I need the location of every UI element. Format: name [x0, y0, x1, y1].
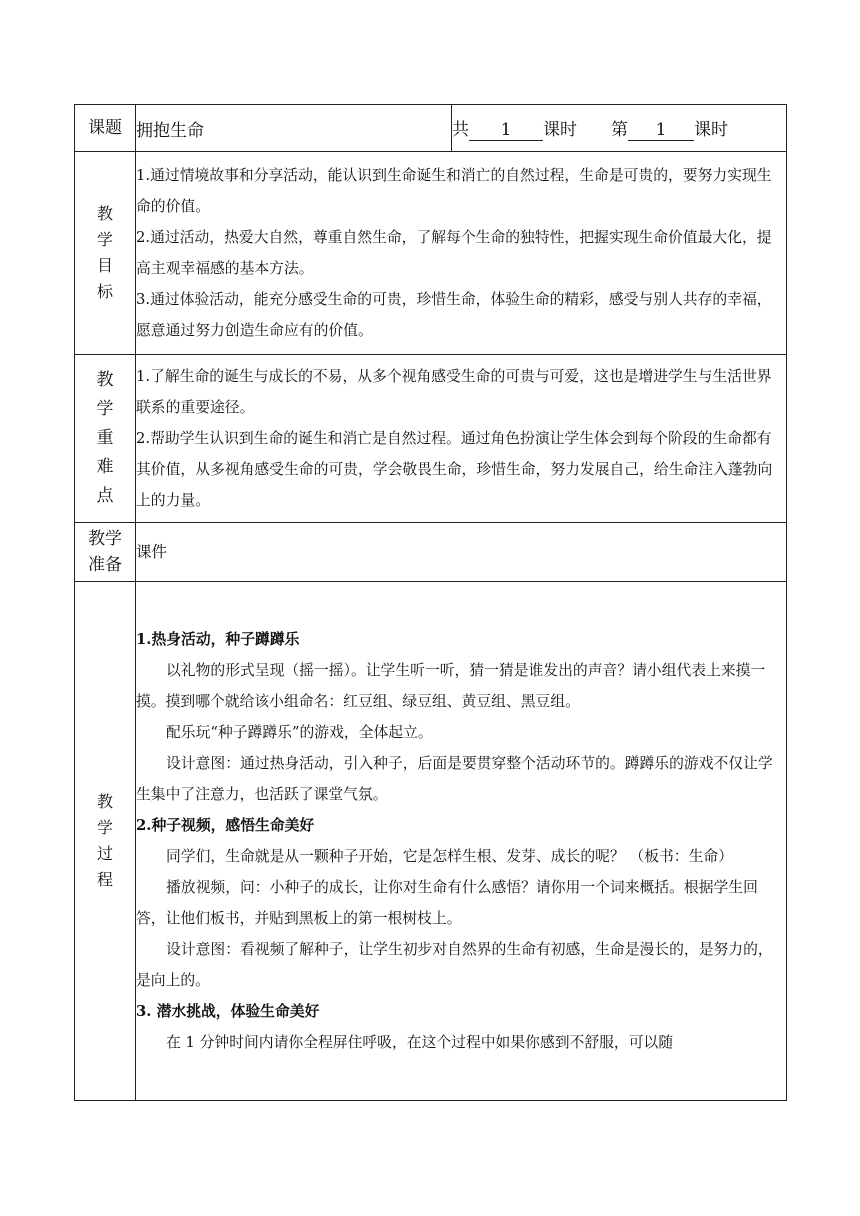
- paragraph: 配乐玩“种子蹲蹲乐”的游戏，全体起立。: [166, 724, 433, 741]
- key-points-row: [75, 355, 787, 523]
- paragraph: 设计意图：看视频了解种子，让学生初步对自然界的生命有初感，生命是漫长的，是努力的，是向上的。: [136, 941, 773, 989]
- paragraph: 以礼物的形式呈现（摇一摇）。让学生听一听，猜一猜是谁发出的声音？请小组代表上来摸一摸。摸到哪个就给该小组命名：红豆组、绿豆组、黄豆组、黑豆组。: [136, 662, 766, 710]
- topic-label: 课题: [75, 105, 136, 152]
- goals-row: [75, 152, 787, 355]
- key-points-content: [136, 355, 787, 523]
- process-label: 教 学 过 程: [75, 582, 136, 1101]
- total-hours-suffix: 课时: [543, 120, 577, 140]
- key-points-label: 教 学 重 难 点: [75, 355, 136, 523]
- paragraph: 同学们，生命就是从一颗种子开始，它是怎样生根、发芽、成长的呢？ （板书：生命）: [166, 848, 733, 865]
- lesson-plan-table: [74, 104, 787, 1101]
- paragraph: 在 1 分钟时间内请你全程屏住呼吸，在这个过程中如果你感到不舒服，可以随: [166, 1034, 674, 1051]
- preparation-row: [75, 523, 787, 582]
- current-hour-suffix: 课时: [694, 120, 728, 140]
- title-row: [75, 105, 787, 152]
- preparation-content: 课件: [136, 523, 787, 582]
- goals-content: [136, 152, 787, 355]
- total-hours-prefix: 共: [452, 120, 469, 140]
- goal-item: 1.通过情境故事和分享活动，能认识到生命诞生和消亡的自然过程，生命是可贵的，要努力实现生命的价值。: [136, 167, 772, 215]
- goal-item: 2.通过活动，热爱大自然，尊重自然生命，了解每个生命的独特性，把握实现生命价值最大化，提高主观幸福感的基本方法。: [136, 229, 772, 277]
- goal-item: 3.通过体验活动，能充分感受生命的可贵，珍惜生命，体验生命的精彩，感受与别人共存的幸福，愿意通过努力创造生命应有的价值。: [136, 291, 772, 339]
- total-hours-value: 1: [469, 120, 543, 141]
- process-row: [75, 582, 787, 1101]
- section-heading: 3. 潜水挑战，体验生命美好: [136, 1003, 320, 1020]
- topic-title: 拥抱生命: [136, 105, 452, 152]
- paragraph: 设计意图：通过热身活动，引入种子，后面是要贯穿整个活动环节的。蹲蹲乐的游戏不仅让学生集中了注意力，也活跃了课堂气氛。: [136, 755, 773, 803]
- key-point-item: 2.帮助学生认识到生命的诞生和消亡是自然过程。通过角色扮演让学生体会到每个阶段的生命都有其价值，从多视角感受生命的可贵，学会敬畏生命，珍惜生命，努力发展自己，给生命注入蓬勃向上的力量。: [136, 430, 773, 509]
- process-content: [136, 582, 787, 1101]
- section-heading: 2.种子视频，感悟生命美好: [136, 817, 315, 834]
- preparation-label: 教学 准备: [75, 523, 136, 582]
- class-hours: [452, 105, 787, 152]
- goals-label: 教 学 目 标: [75, 152, 136, 355]
- section-heading: 1.热身活动，种子蹲蹲乐: [136, 631, 300, 648]
- paragraph: 播放视频，问：小种子的成长，让你对生命有什么感悟？请你用一个词来概括。根据学生回答，让他们板书，并贴到黑板上的第一根树枝上。: [136, 879, 758, 927]
- key-point-item: 1.了解生命的诞生与成长的不易，从多个视角感受生命的可贵与可爱，这也是增进学生与生活世界联系的重要途径。: [136, 368, 772, 416]
- current-hour-prefix: 第: [611, 120, 628, 140]
- current-hour-value: 1: [628, 120, 694, 141]
